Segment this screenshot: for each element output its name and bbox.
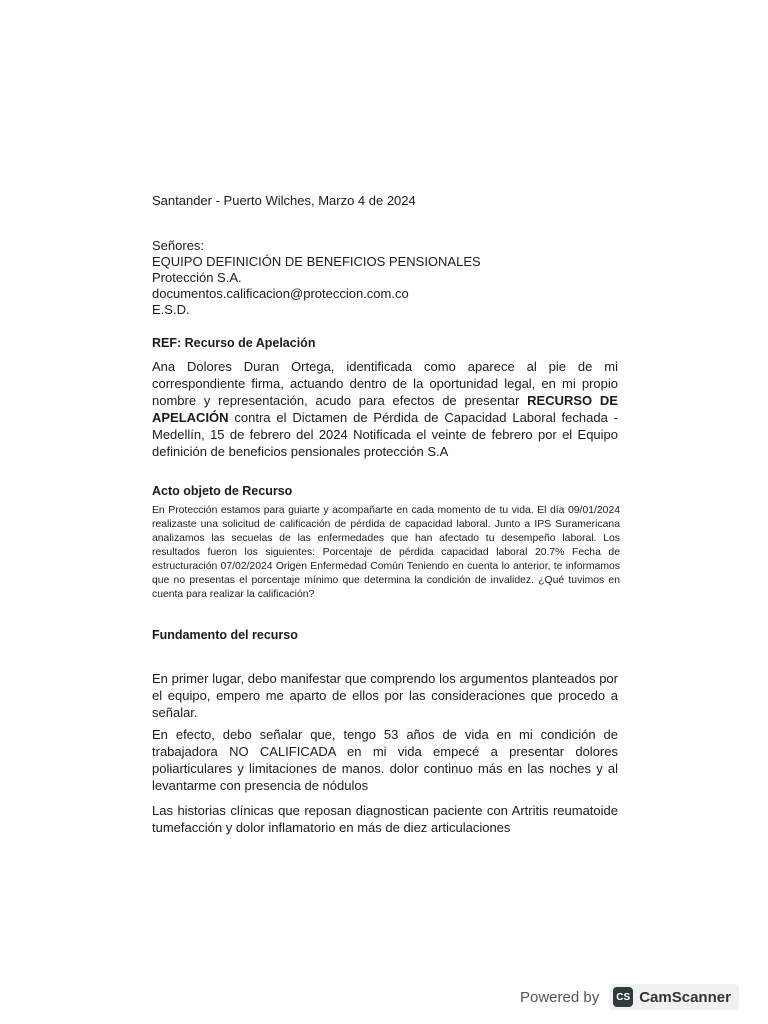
intro-bold-phrase: RECURSO DE APELACIÓN <box>152 393 618 425</box>
intro-paragraph <box>152 358 618 460</box>
date-line: Santander - Puerto Wilches, Marzo 4 de 2024 <box>152 193 416 208</box>
acto-quoted-text: En Protección estamos para guiarte y acompañarte en cada momento de tu vida. El día 09/01/2024 realizaste una solicitud de calificación de pérdida de capacidad laboral. Junto a IPS Suramericana analizamos las secuelas de las enfermedades que han afectado tu desempeño laboral. Los resultados fueron los siguientes: Porcentaje de pérdida capacidad laboral 20.7% Fecha de estructuración 07/02/2024 Origen Enfermedad Común Teniendo en cuenta lo anterior, te informamos que no presentas el porcentaje mínimo que determina la condición de invalidez. ¿Qué tuvimos en cuenta para realizar la calificación? <box>152 505 620 600</box>
acto-heading: Acto objeto de Recurso <box>152 484 293 498</box>
fundamento-paragraph-1: En primer lugar, debo manifestar que comprendo los argumentos planteados por el equipo, empero me aparto de ellos por las consideraciones que procedo a señalar. <box>152 671 618 720</box>
camscanner-badge <box>609 984 739 1010</box>
recipient-company: Protección S.A. <box>152 270 242 285</box>
recipient-salutation: Señores: <box>152 238 205 253</box>
reference-line: REF: Recurso de Apelación <box>152 336 316 350</box>
recipient-block <box>152 238 481 318</box>
intro-text-start: Ana Dolores Duran Ortega, identificada como aparece al pie de mi correspondiente firma, actuando dentro de la oportunidad legal, en mi propio nombre y representación, acudo para efectos de presentar <box>152 359 618 408</box>
fundamento-heading: Fundamento del recurso <box>152 628 298 642</box>
fundamento-paragraph-2: En efecto, debo señalar que, tengo 53 años de vida en mi condición de trabajadora NO CALIFICADA en mi vida empecé a presentar dolores poliarticulares y limitaciones de manos. dolor continuo más en las noches y al levantarme con presencia de nódulos <box>152 727 618 793</box>
camscanner-watermark <box>520 984 739 1010</box>
fundamento-paragraph-3: Las historias clínicas que reposan diagnostican paciente con Artritis reumatoide tumefacción y dolor inflamatorio en más de diez articulaciones <box>152 803 618 835</box>
camscanner-logo-icon: CS <box>613 987 633 1007</box>
recipient-organization: EQUIPO DEFINICIÓN DE BENEFICIOS PENSIONALES <box>152 254 481 269</box>
powered-by-label: Powered by <box>520 988 600 1006</box>
intro-text-end: contra el Dictamen de Pérdida de Capacidad Laboral fechada - Medellín, 15 de febrero del 2024 Notificada el veinte de febrero por el Equipo definición de beneficios pensionales protección S.A <box>152 410 618 459</box>
recipient-esd: E.S.D. <box>152 302 190 317</box>
camscanner-brand: CamScanner <box>639 988 731 1006</box>
recipient-email: documentos.calificacion@proteccion.com.co <box>152 286 409 301</box>
